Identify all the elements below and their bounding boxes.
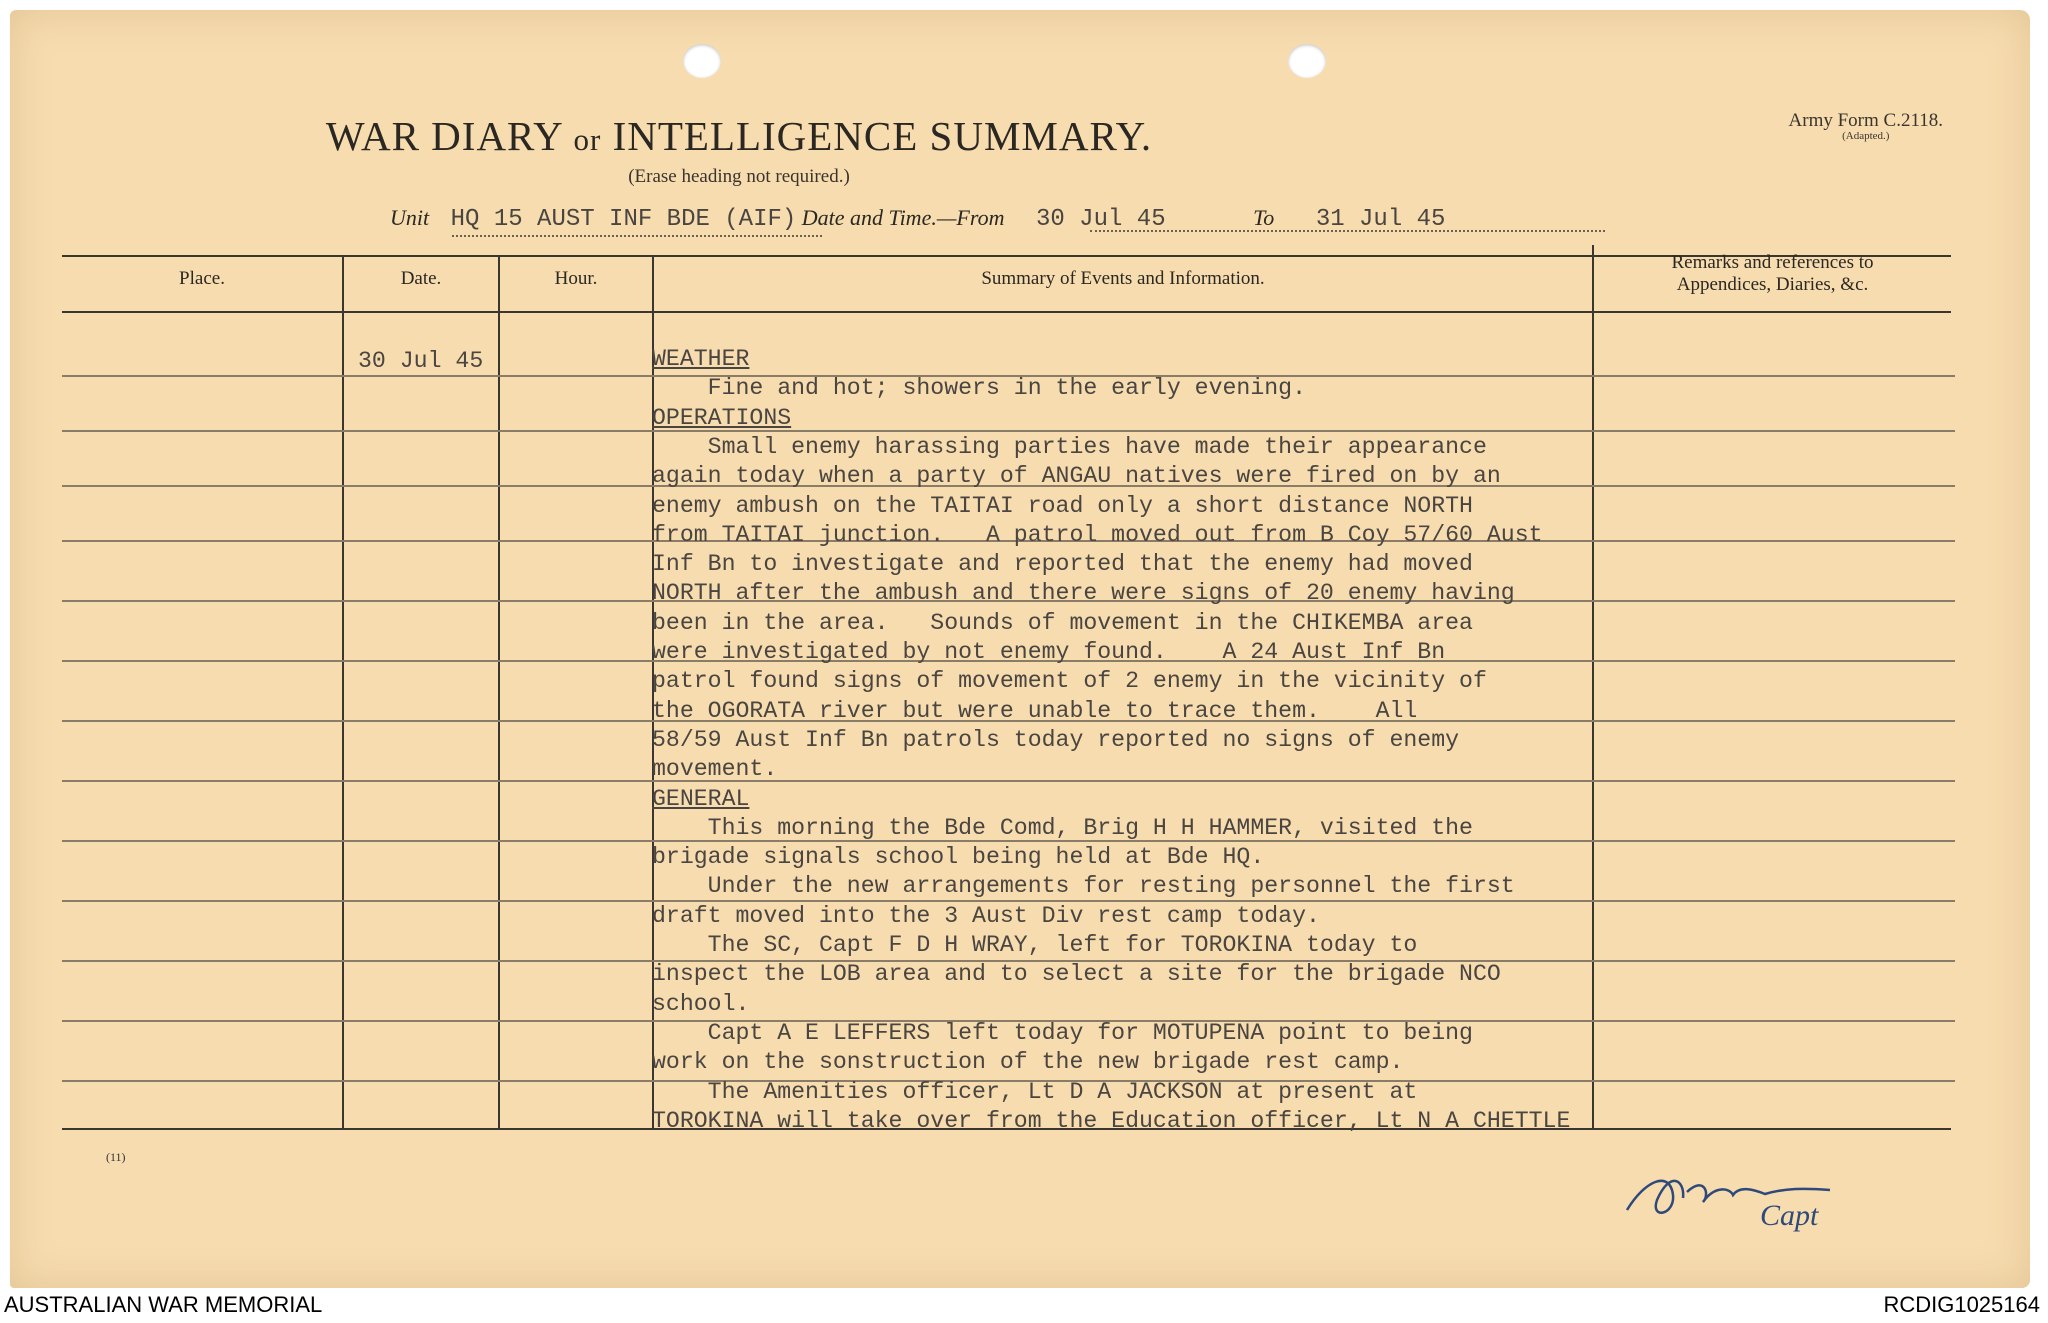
unit-label: Unit [390, 205, 430, 230]
section-heading: OPERATIONS [652, 404, 792, 431]
form-number: (11) [106, 1150, 126, 1164]
entry-line: again today when a party of ANGAU natives were fired on by an [652, 463, 1501, 490]
entry-line: work on the sonstruction of the new brigade rest camp. [652, 1049, 1404, 1076]
entry-line: Small enemy harassing parties have made their appearance [652, 433, 1487, 460]
officer-signature [1615, 1140, 1895, 1245]
archive-id: RCDIG1025164 [1883, 1292, 2040, 1317]
entry-line: were investigated by not enemy found. A 24 Aust Inf Bn [652, 639, 1446, 665]
title-intelligence-summary: INTELLIGENCE SUMMARY. [612, 113, 1153, 159]
entry-line: The SC, Capt F D H WRAY, left for TOROKINA today to [652, 932, 1418, 958]
entry-line: Inf Bn to investigate and reported that the enemy had moved [652, 551, 1473, 578]
entry-line: TOROKINA will take over from the Education officer, Lt N A CHETTLE [652, 1107, 1571, 1134]
entry-line: movement. [652, 756, 778, 783]
form-subtitle: (Erase heading not required.) [628, 166, 850, 187]
date-time-label: Date and Time.—From [801, 205, 1005, 230]
entry-line: the OGORATA river but were unable to trace them. All [652, 697, 1418, 724]
entry-line: The Amenities officer, Lt D A JACKSON at present at [652, 1078, 1418, 1105]
remarks-line-1: Remarks and references to [1671, 252, 1874, 273]
title-war-diary: WAR DIARY [325, 113, 563, 159]
ruled-line [62, 780, 1955, 782]
column-header-place: Place. [179, 268, 225, 289]
unit-line [390, 205, 1445, 233]
army-form-label [1789, 110, 1943, 142]
entry-line: brigade signals school being held at Bde HQ. [652, 844, 1265, 871]
punch-hole-right [1288, 44, 1326, 78]
entry-line: This morning the Bde Comd, Brig H H HAMMER, visited the [652, 814, 1473, 841]
entry-line: enemy ambush on the TAITAI road only a short distance NORTH [652, 492, 1473, 519]
army-form-adapted: (Adapted.) [1842, 130, 1890, 142]
column-header-remarks [1594, 252, 1951, 296]
entry-line: inspect the LOB area and to select a site for the brigade NCO [652, 961, 1501, 988]
column-divider-place [342, 255, 344, 1130]
title-or: or [573, 122, 602, 157]
column-divider-date [498, 255, 500, 1130]
remarks-line-2: Appendices, Diaries, &c. [1676, 274, 1869, 295]
army-form-number: Army Form C.2118. [1788, 110, 1943, 131]
punch-hole-left [683, 44, 721, 78]
ruled-line [62, 430, 1955, 432]
to-value: 31 Jul 45 [1315, 206, 1446, 233]
entry-line: Under the new arrangements for resting personnel the first [652, 873, 1515, 900]
column-divider-summary [1592, 245, 1594, 1130]
entry-line: Fine and hot; showers in the early evening. [652, 375, 1306, 402]
unit-value: HQ 15 AUST INF BDE (AIF) [450, 206, 797, 233]
column-header-summary: Summary of Events and Information. [981, 268, 1265, 289]
entry-line: patrol found signs of movement of 2 enemy in the vicinity of [652, 668, 1487, 695]
entry-line: been in the area. Sounds of movement in the CHIKEMBA area [652, 609, 1473, 636]
ruled-line [62, 900, 1955, 902]
section-heading: WEATHER [652, 346, 750, 372]
archive-credit: AUSTRALIAN WAR MEMORIAL [4, 1292, 323, 1317]
entry-date: 30 Jul 45 [358, 348, 484, 374]
unit-dotted-line [452, 235, 822, 237]
entry-line: Capt A E LEFFERS left today for MOTUPENA point to being [652, 1019, 1473, 1046]
entry-line: from TAITAI junction. A patrol moved out from B Coy 57/60 Aust [652, 521, 1543, 548]
table-header-border [62, 311, 1951, 313]
entry-line: school. [652, 990, 750, 1017]
signature-rank: Capt [1760, 1199, 1819, 1232]
entry-line: draft moved into the 3 Aust Div rest camp today. [652, 902, 1320, 929]
column-header-hour: Hour. [554, 268, 598, 289]
section-heading: GENERAL [652, 785, 750, 812]
form-title [0, 112, 1478, 160]
entry-line: 58/59 Aust Inf Bn patrols today reported no signs of enemy [652, 726, 1460, 753]
to-label: To [1253, 205, 1275, 230]
from-value: 30 Jul 45 [1035, 206, 1166, 233]
date-dotted-line [1090, 230, 1605, 232]
entry-line: NORTH after the ambush and there were signs of 20 enemy having [652, 580, 1515, 607]
column-header-date: Date. [400, 268, 442, 289]
